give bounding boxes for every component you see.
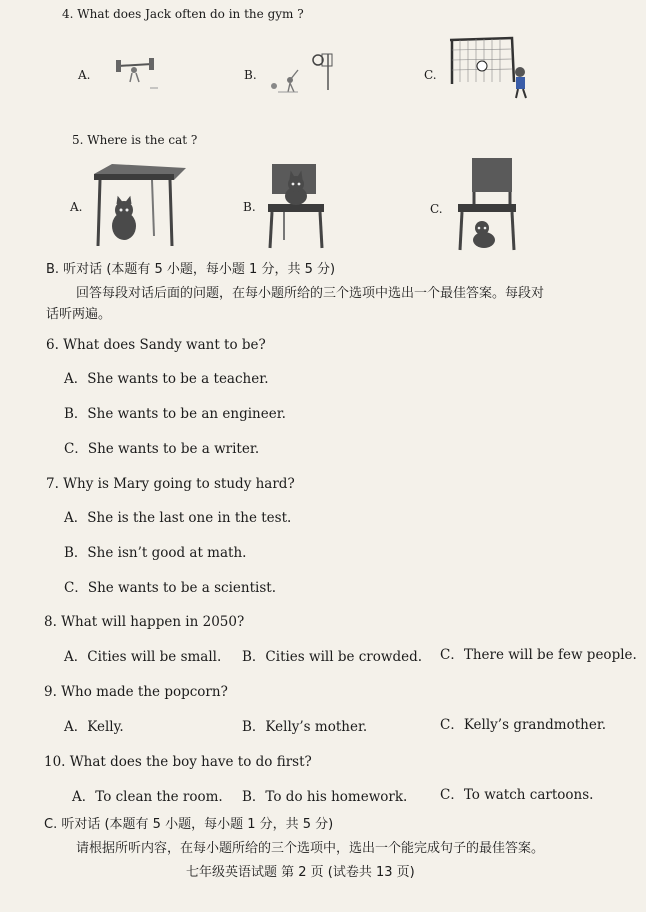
- cat-on-chair-icon: [262, 160, 328, 250]
- q6-question: 6. What does Sandy want to be?: [46, 337, 266, 353]
- q4-question: 4. What does Jack often do in the gym ?: [62, 7, 304, 21]
- q9-option-a: A．Kelly.: [64, 719, 124, 735]
- q4-option-b-label: B.: [244, 68, 257, 82]
- q6-option-b: B．She wants to be an engineer.: [64, 406, 286, 422]
- weightlifting-icon: [112, 52, 160, 96]
- q8-option-b: B．Cities will be crowded.: [242, 649, 423, 665]
- q6-option-c: C．She wants to be a writer.: [64, 441, 260, 457]
- q10-option-a: A．To clean the room.: [72, 789, 223, 805]
- q8-option-a: A．Cities will be small.: [64, 649, 222, 665]
- q6-option-a: A．She wants to be a teacher.: [64, 371, 269, 387]
- q7-option-a: A．She is the last one in the test.: [64, 510, 292, 526]
- q9-option-b: B．Kelly’s mother.: [242, 719, 368, 735]
- section-b-instruction-line2: 话听两遍。: [46, 307, 112, 322]
- q8-option-c: C．There will be few people.: [440, 647, 637, 663]
- q10-option-c: C．To watch cartoons.: [440, 787, 594, 803]
- q5-option-b-label: B.: [243, 200, 256, 214]
- section-b-instruction-line1: 回答每段对话后面的问题，在每小题所给的三个选项中选出一个最佳答案。每段对: [76, 286, 545, 301]
- q5-option-c-label: C.: [430, 202, 443, 216]
- cat-under-chair-icon: [452, 156, 522, 252]
- q9-option-c: C．Kelly’s grandmother.: [440, 717, 607, 733]
- soccer-goal-icon: [440, 32, 536, 102]
- section-b-title: B. 听对话 (本题有 5 小题，每小题 1 分，共 5 分): [46, 262, 336, 277]
- q5-question: 5. Where is the cat ?: [72, 133, 198, 147]
- basketball-icon: [268, 50, 340, 98]
- q10-option-b: B．To do his homework.: [242, 789, 408, 805]
- q8-question: 8. What will happen in 2050?: [44, 614, 245, 630]
- q9-question: 9. Who made the popcorn?: [44, 684, 228, 700]
- q7-option-b: B．She isn’t good at math.: [64, 545, 247, 561]
- q10-question: 10. What does the boy have to do first?: [44, 754, 312, 770]
- section-c-title: C. 听对话 (本题有 5 小题，每小题 1 分，共 5 分): [44, 817, 334, 832]
- section-c-instruction: 请根据所听内容，在每小题所给的三个选项中，选出一个能完成句子的最佳答案。: [76, 841, 545, 856]
- q5-option-a-label: A.: [70, 200, 83, 214]
- q4-option-a-label: A.: [78, 68, 91, 82]
- q4-option-c-label: C.: [424, 68, 437, 82]
- cat-under-table-icon: [90, 160, 190, 250]
- q7-question: 7. Why is Mary going to study hard?: [46, 476, 295, 492]
- q7-option-c: C．She wants to be a scientist.: [64, 580, 276, 596]
- page-footer: 七年级英语试题 第 2 页 (试卷共 13 页): [186, 865, 415, 880]
